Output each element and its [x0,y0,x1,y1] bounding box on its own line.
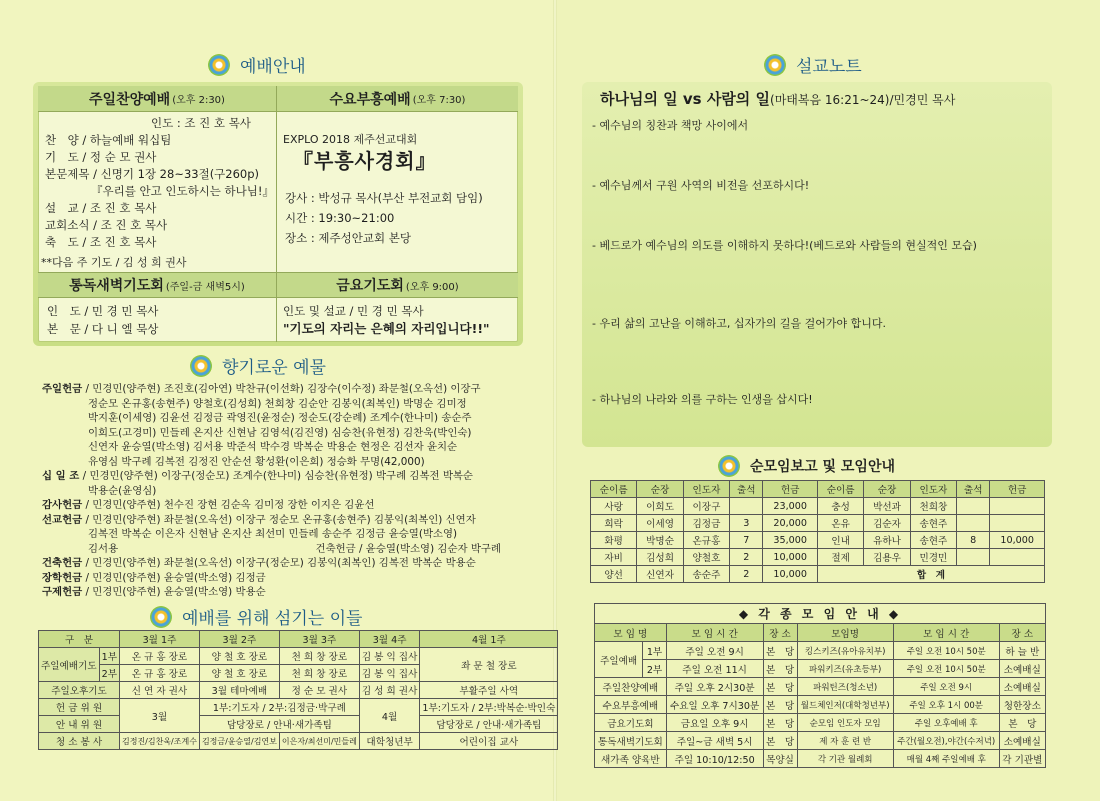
friday-motto: "기도의 자리는 은혜의 자리입니다!!" [283,321,490,336]
offering-names: 유영심 박구례 김복전 김정진 안순선 황성환(이은희) 정승화 무명(42,000) [88,455,425,468]
table-row: 사랑 이희도 이장구 23,000 충성 박선과 천희창 [591,498,1045,515]
next-week-prayer: **다음 주 기도 / 김 성 희 권사 [41,256,187,269]
offering-category: 주일헌금 [42,383,83,395]
meetings-caption: ◆ 각 종 모 임 안 내 ◆ [595,604,1046,624]
offering-names: / 민경민(양주현) 윤승열(박소영) 김정금 [82,571,266,584]
wednesday-service-header: 수요부흥예배 (오후 7:30) [277,86,518,112]
table-row: 모 임 명 모 임 시 간 장 소 모임명 모 임 시 간 장 소 [595,624,1046,642]
table-row: 주일예배기도 1부 온 규 홍 장로 양 철 호 장로 천 희 창 장로 김 봉 익 집사 좌 문 철 장로 [39,648,558,665]
sunday-news: 교회소식 / 조 진 호 목사 [45,218,168,232]
friday-leader: 인도 및 설교 / 민 경 민 목사 [283,304,424,318]
offering-line [42,571,547,586]
offering-line [42,411,547,426]
table-row: 화평 박명순 온규홍 7 35,000 인내 유하나 송현주 8 10,000 [591,532,1045,549]
table-row: 구 분 3월 1주 3월 2주 3월 3주 3월 4주 4월 1주 [39,631,558,648]
offering-category: 십 일 조 [42,470,80,482]
table-row: 주일예배 1부 주일 오전 9시 본 당 킹스키즈(유아유치부) 주일 오전 10시 50분 하 늘 반 [595,642,1046,660]
sunday-sermon-title: 『우리를 안고 인도하시는 하나님!』 [91,184,274,198]
table-row: 주일오후기도 신 연 자 권사 3월 테마예배 정 순 모 권사 김 성 희 권사 부활주일 사역 [39,682,558,699]
offering-line [42,426,547,441]
flower-icon [150,606,172,628]
offering-names: / 민경민(양주현) 좌문철(오옥선) 이장구(정순모) 김봉익(최복인) 김복전 박복순 박용순 [82,557,476,569]
offering-category: 구제헌금 [42,586,83,598]
offering-line [42,382,547,397]
table-row: 양선 신연자 송순주 2 10,000 합 계 [591,566,1045,583]
table-row: 희락 이세영 김정금 3 20,000 온유 김순자 송현주 [591,515,1045,532]
offering-names: / 민경민(양주현) 천수진 장현 김순옥 김미정 장한 이지은 김윤선 [82,499,375,511]
offering-section-title: 향기로운 예물 [190,353,326,378]
table-row: 자비 김성희 양철호 2 10,000 절제 김용우 민경민 [591,549,1045,566]
offering-line [42,527,547,542]
offering-names: 이희도(고경미) 민들레 온지산 신현남 김영석(김진영) 심승찬(유현정) 김찬욱(박인숙) [88,426,472,439]
offering-line [42,440,547,455]
offering-names: / 민경민(양주현) 윤승열(박소영) 박용순 [82,586,266,598]
offering-line [42,397,547,412]
sermon-point: - 우리 삶의 고난을 이해하고, 십자가의 길을 걸어가야 합니다. [592,317,886,330]
sunday-leader: 인도 : 조 진 호 목사 [151,116,251,130]
sermon-point: - 하나님의 나라와 의를 구하는 인생을 삽시다! [592,393,813,406]
meetings-table [594,603,1046,768]
table-row: 헌 금 위 원 3월 1부:기도자 / 2부:김정금·박구례 4월 1부:기도자 / 2부:박복순·박인숙 [39,699,558,716]
offering-line [42,542,547,557]
sunday-praise: 찬 양 / 하늘예배 워십팀 [45,133,172,147]
offering-names: 김서용 건축헌금 / 윤승열(박소영) 김순자 박구례 [88,542,501,555]
flower-icon [718,455,740,477]
table-row: 금요기도회 금요일 오후 9시 본 당 순모임 인도자 모임 주일 오후예배 후 본 당 [595,714,1046,732]
flower-icon [190,355,212,377]
offering-names: 박지훈(이세영) 김윤선 김정금 곽영진(윤정순) 정순도(강순례) 조계수(한나미) 송순주 [88,412,472,424]
volunteers-table [38,630,558,750]
sunday-benediction: 축 도 / 조 진 호 목사 [45,235,157,249]
offering-names: / 민경민(양주현) 이장구(정순모) 조계수(한나미) 심승찬(유현정) 박구례 김복전 박복순 [79,470,473,482]
sermon-title: 하나님의 일 vs 사람의 일(마태복음 16:21~24)/민경민 목사 [600,90,956,108]
offering-line [42,498,547,513]
offering-names: / 민경민(양주현) 조진호(김아연) 박찬규(이선화) 김장수(이수정) 좌문철(오옥선) 이장구 [82,383,481,395]
sermon-point: - 예수님의 칭찬과 책망 사이에서 [592,119,749,132]
offering-line [42,585,547,600]
offering-names: 정순모 온규홍(송현주) 양철호(김성희) 천희창 김순안 김봉익(최복인) 박명순 김미정 [88,397,467,410]
worship-section-title: 예배안내 [208,52,306,77]
wed-event-title: 『부흥사경회』 [293,149,437,173]
table-row [595,604,1046,624]
offering-list [42,382,547,600]
offering-category: 선교헌금 [42,513,83,526]
table-row: 2부 온 규 홍 장로 양 철 호 장로 천 희 창 장로 김 봉 익 집사 [39,665,558,682]
offering-category: 건축헌금 [42,557,83,569]
wed-hours: 시간 : 19:30~21:00 [285,211,395,225]
wed-event: EXPLO 2018 제주선교대회 [283,133,418,146]
offering-names: 신연자 윤승열(박소영) 김서용 박준석 박수경 박복순 박용순 현정은 김선자 윤치순 [88,441,458,453]
offering-names: 박용순(윤영심) [88,484,157,497]
flower-icon [208,54,230,76]
volunteers-section-title: 예배를 위해 섬기는 이들 [150,604,362,629]
dawn-prayer-header: 통독새벽기도회 (주일-금 새벽5시) [38,272,276,298]
offering-names: 김복전 박복순 이은자 신현남 온지산 최선미 민들레 송순주 김정금 윤승열(박소영) [88,528,458,540]
sermon-section-title: 설교노트 [764,52,862,77]
table-row: 청 소 봉 사 김정진/김찬욱/조계수 김정금/윤승열/김연보 이은자/최선미/민들레 대학청년부 어린이집 교사 [39,733,558,750]
offering-line [42,469,547,484]
wed-speaker: 강사 : 박성규 목사(부산 부전교회 담임) [285,191,483,205]
table-row: 새가족 양육반 주일 10:10/12:50 목양실 각 기관 월례회 매월 4째 주일예배 후 각 기관별 [595,750,1046,768]
table-row: 2부 주일 오전 11시 본 당 파워키즈(유초등부) 주일 오전 10시 50분 소예배실 [595,660,1046,678]
wed-place: 장소 : 제주성안교회 본당 [285,231,411,245]
sunday-service-header: 주일찬양예배 (오후 2:30) [38,86,276,112]
sunday-prayer: 기 도 / 정 순 모 권사 [45,150,157,164]
offering-line [42,513,547,528]
offering-category: 감사헌금 [42,499,83,511]
offering-line [42,484,547,499]
dawn-text: 본 문 / 다 니 엘 묵상 [47,322,159,336]
dawn-leader: 인 도 / 민 경 민 목사 [47,304,159,318]
friday-prayer-header: 금요기도회 (오후 9:00) [277,272,518,298]
offering-line [42,556,547,571]
table-row: 통독새벽기도회 주일~금 새벽 5시 본 당 제 자 훈 련 반 주간(월오전),야간(수저녁) 소예배실 [595,732,1046,750]
sunday-sermon: 설 교 / 조 진 호 목사 [45,201,157,215]
report-section-title: 순모임보고 및 모임안내 [718,455,895,477]
offering-line [42,455,547,470]
table-row: 주일찬양예배 주일 오후 2시30분 본 당 파워틴즈(청소년) 주일 오전 9시 소예배실 [595,678,1046,696]
sermon-point: - 예수님께서 구원 사역의 비전을 선포하시다! [592,179,810,192]
flower-icon [764,54,786,76]
worship-panel [33,82,523,346]
report-table [590,480,1045,583]
table-row: 수요부흥예배 수요일 오후 7시30분 본 당 월드체인저(대학청년부) 주일 오후 1시 00분 청한장소 [595,696,1046,714]
table-row: 순이름 순장 인도자 출석 헌금 순이름 순장 인도자 출석 헌금 [591,481,1045,498]
sermon-point: - 베드로가 예수님의 의도를 이해하지 못하다!(베드로와 사람들의 현실적인 모습) [592,239,977,252]
table-row: 안 내 위 원 담당장로 / 안내·새가족팀 담당장로 / 안내·새가족팀 [39,716,558,733]
offering-names: / 민경민(양주현) 좌문철(오옥선) 이장구 정순모 온규홍(송현주) 김봉익(최복인) 신연자 [82,513,476,526]
sunday-scripture: 본문제목 / 신명기 1장 28~33절(구260p) [45,167,260,181]
offering-category: 장학헌금 [42,571,83,584]
